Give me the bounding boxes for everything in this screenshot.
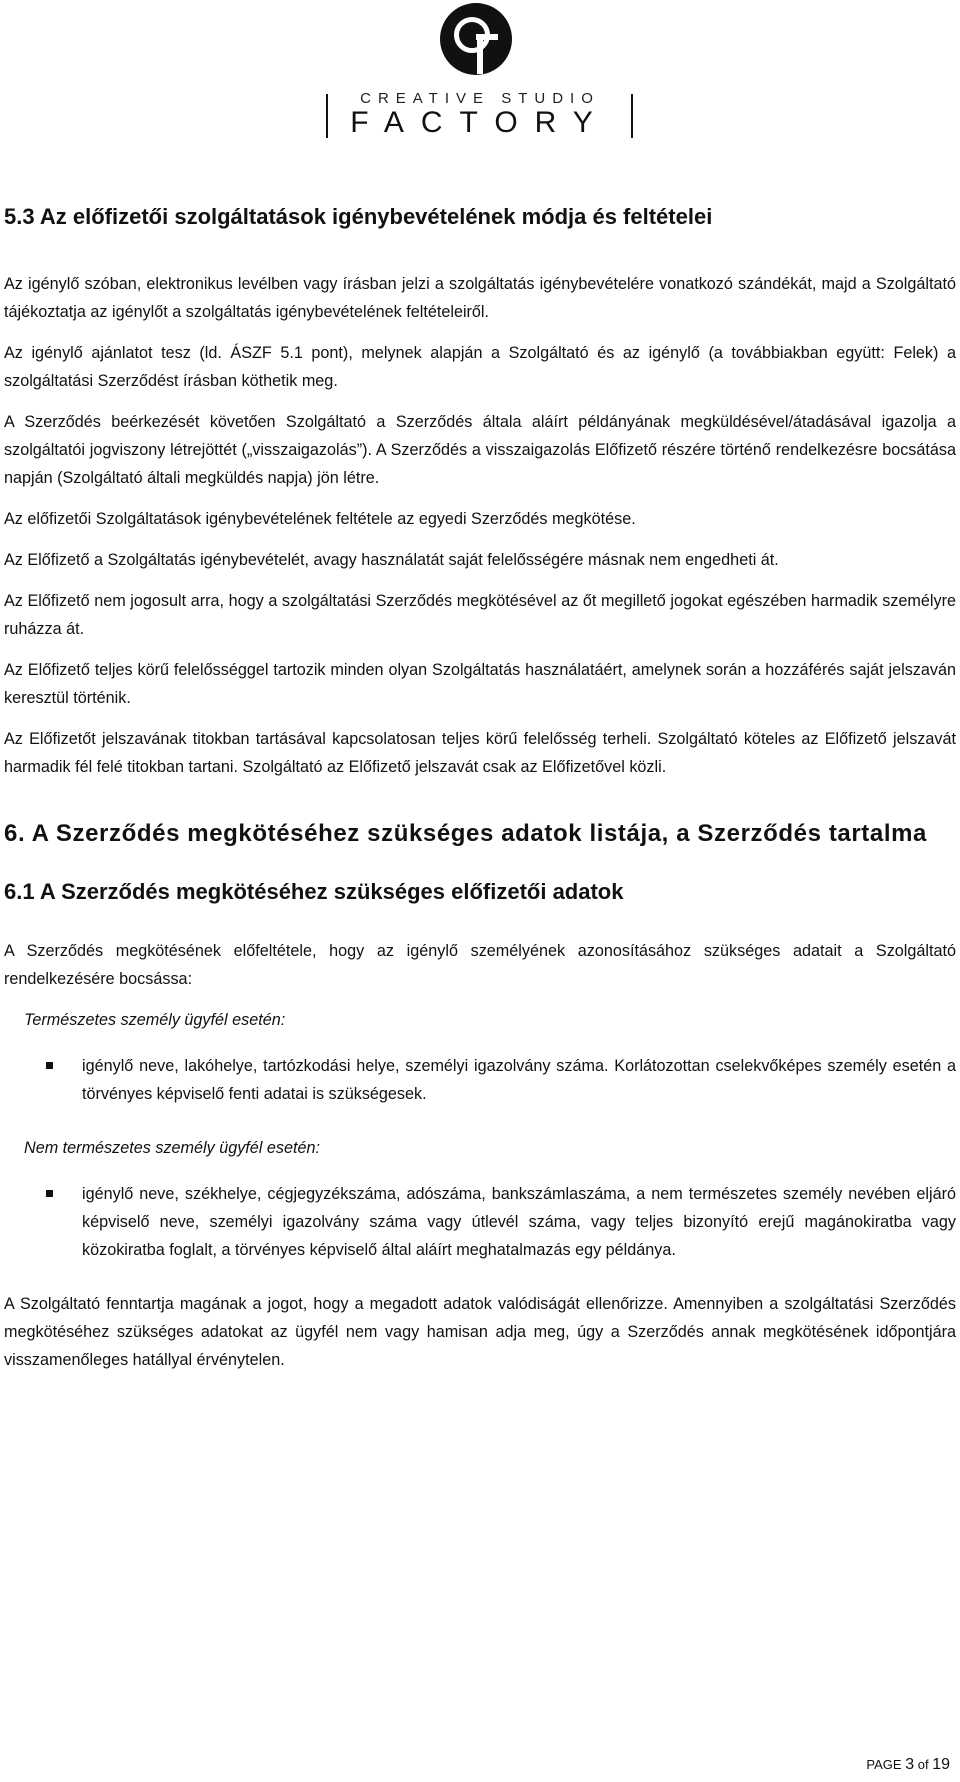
paragraph: A Szerződés beérkezését követően Szolgáltató a Szerződés általa aláírt példányának megküldésével/átadásával igazolja a szolgáltatói jogviszony létrejöttét („visszaigazolás”). A Szerződés a visszaigazolás Előfizető részére történő rendelkezésre bocsátása napján (Szolgáltató általi megküldés napja) jön létre. (4, 413, 956, 487)
paragraph: Az Előfizető nem jogosult arra, hogy a szolgáltatási Szerződés megkötésével az őt megillető jogokat egészében harmadik személyre ruházza át. (4, 592, 956, 638)
section-5-3-heading: 5.3 Az előfizetői szolgáltatások igénybevételének módja és feltételei (4, 204, 713, 229)
page-word: PAGE (866, 1757, 902, 1772)
bullet-square-icon (46, 1190, 53, 1197)
natural-person-list (4, 1052, 956, 1108)
paragraph: Az előfizetői Szolgáltatások igénybevételének feltétele az egyedi Szerződés megkötése. (4, 510, 636, 528)
list-item-text: igénylő neve, székhelye, cégjegyzékszáma, adószáma, bankszámlaszáma, a nem természetes személy nevében eljáró képviselő neve, személyi igazolvány száma vagy útlevél száma, vagy teljes bizonyító erejű magánokiratba vagy közokiratba foglalt, a törvényes képviselő által aláírt meghatalmazás egy példánya. (82, 1185, 956, 1259)
paragraph: Az Előfizető teljes körű felelősséggel tartozik minden olyan Szolgáltatás használatáért, amelynek során a hozzáférés saját jelszaván keresztül történik. (4, 661, 956, 707)
company-logo (0, 0, 960, 150)
logo-title: FACTORY (350, 106, 610, 139)
paragraph: Az igénylő ajánlatot tesz (ld. ÁSZF 5.1 pont), melynek alapján a Szolgáltató és az igénylő (a továbbiakban együtt: Felek) a szolgáltatási Szerződést írásban köthetik meg. (4, 344, 956, 390)
of-word: of (917, 1757, 929, 1772)
legal-person-label: Nem természetes személy ügyfél esetén: (24, 1139, 320, 1157)
paragraph: Az igénylő szóban, elektronikus levélben vagy írásban jelzi a szolgáltatás igénybevételére vonatkozó szándékát, majd a Szolgáltató tájékoztatja az igénylőt a szolgáltatás igénybevételének feltételeiről. (4, 275, 956, 321)
section-6-heading: 6. A Szerződés megkötéséhez szükséges adatok listája, a Szerződés tartalma (4, 820, 927, 847)
list-item (4, 1180, 956, 1264)
legal-person-list (4, 1180, 956, 1264)
logo-subtitle: CREATIVE STUDIO (360, 90, 600, 107)
paragraph: Az Előfizető a Szolgáltatás igénybevételét, avagy használatát saját felelősségére másnak nem engedheti át. (4, 551, 779, 569)
list-item (4, 1052, 956, 1108)
logo-divider-right (631, 94, 633, 138)
logo-divider-left (326, 94, 328, 138)
page-number: 3 (905, 1756, 915, 1773)
total-pages: 19 (932, 1756, 950, 1773)
natural-person-label: Természetes személy ügyfél esetén: (24, 1011, 286, 1029)
logo-g-stem (477, 34, 483, 74)
page-footer (866, 1756, 950, 1774)
section-6-1-intro: A Szerződés megkötésének előfeltétele, hogy az igénylő személyének azonosításához szükséges adatait a Szolgáltató rendelkezésére bocsássa: (4, 942, 956, 988)
bullet-square-icon (46, 1062, 53, 1069)
list-item-text: igénylő neve, lakóhelye, tartózkodási helye, személyi igazolvány száma. Korlátozottan cselekvőképes személy esetén a törvényes képviselő fenti adatai is szükségesek. (82, 1057, 956, 1103)
document-body (4, 202, 956, 1387)
section-6-1-heading: 6.1 A Szerződés megkötéséhez szükséges előfizetői adatok (4, 879, 624, 904)
paragraph: Az Előfizetőt jelszavának titokban tartásával kapcsolatosan teljes körű felelősség terheli. Szolgáltató köteles az Előfizető jelszavát harmadik fél felé titokban tartani. Szolgáltató az Előfizető jelszavát csak az Előfizetővel közli. (4, 730, 956, 776)
closing-paragraph: A Szolgáltató fenntartja magának a jogot, hogy a megadott adatok valódiságát ellenőrizze. Amennyiben a szolgáltatási Szerződés megkötéséhez szükséges adatokat az ügyfél nem vagy hamisan adja meg, úgy a Szerződés annak megkötésének időpontjára visszamenőleges hatállyal érvénytelen. (4, 1295, 956, 1369)
